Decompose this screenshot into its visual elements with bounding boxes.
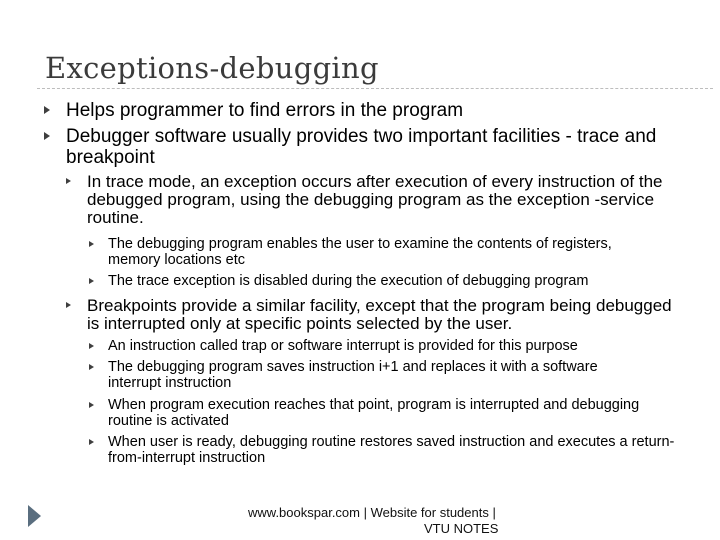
sub-sub-bullet-text: The debugging program saves instruction i+1 and replaces it with a software interrupt instruction (108, 359, 598, 391)
triangle-bullet-icon (89, 364, 94, 370)
triangle-bullet-icon (44, 106, 50, 114)
sub-sub-bullet-text: The trace exception is disabled during the execution of debugging program (108, 273, 589, 289)
slide-title: Exceptions-debugging (45, 51, 379, 85)
triangle-bullet-icon (89, 439, 94, 445)
sub-bullet-text: Breakpoints provide a similar facility, except that the program being debugged is interrupted only at specific points selected by the user. (87, 296, 672, 333)
slide-footer (248, 505, 518, 537)
sub-bullet-text: In trace mode, an exception occurs after execution of every instruction of the debugged program, using the debugging program as the exception -service routine. (87, 172, 663, 227)
triangle-bullet-icon (89, 278, 94, 284)
triangle-bullet-icon (44, 132, 50, 140)
sub-sub-bullet-text: An instruction called trap or software interrupt is provided for this purpose (108, 338, 578, 354)
triangle-bullet-icon (66, 178, 71, 184)
sub-sub-bullet-text: When user is ready, debugging routine restores saved instruction and executes a return-from-interrupt instruction (108, 434, 675, 466)
triangle-bullet-icon (89, 402, 94, 408)
triangle-bullet-icon (89, 343, 94, 349)
sub-sub-bullet-text: When program execution reaches that point, program is interrupted and debugging routine is activated (108, 397, 640, 429)
sub-sub-bullet-text: The debugging program enables the user to examine the contents of registers, memory locations etc (108, 236, 612, 268)
footer-line: www.bookspar.com | Website for students | (248, 505, 496, 520)
bullet-text: Debugger software usually provides two important facilities - trace and breakpoint (66, 126, 657, 168)
footer-line: VTU NOTES (424, 521, 499, 536)
triangle-bullet-icon (89, 241, 94, 247)
bullet-text: Helps programmer to find errors in the program (66, 100, 464, 121)
triangle-bullet-icon (66, 302, 71, 308)
slide-corner-arrow-icon (28, 505, 41, 527)
